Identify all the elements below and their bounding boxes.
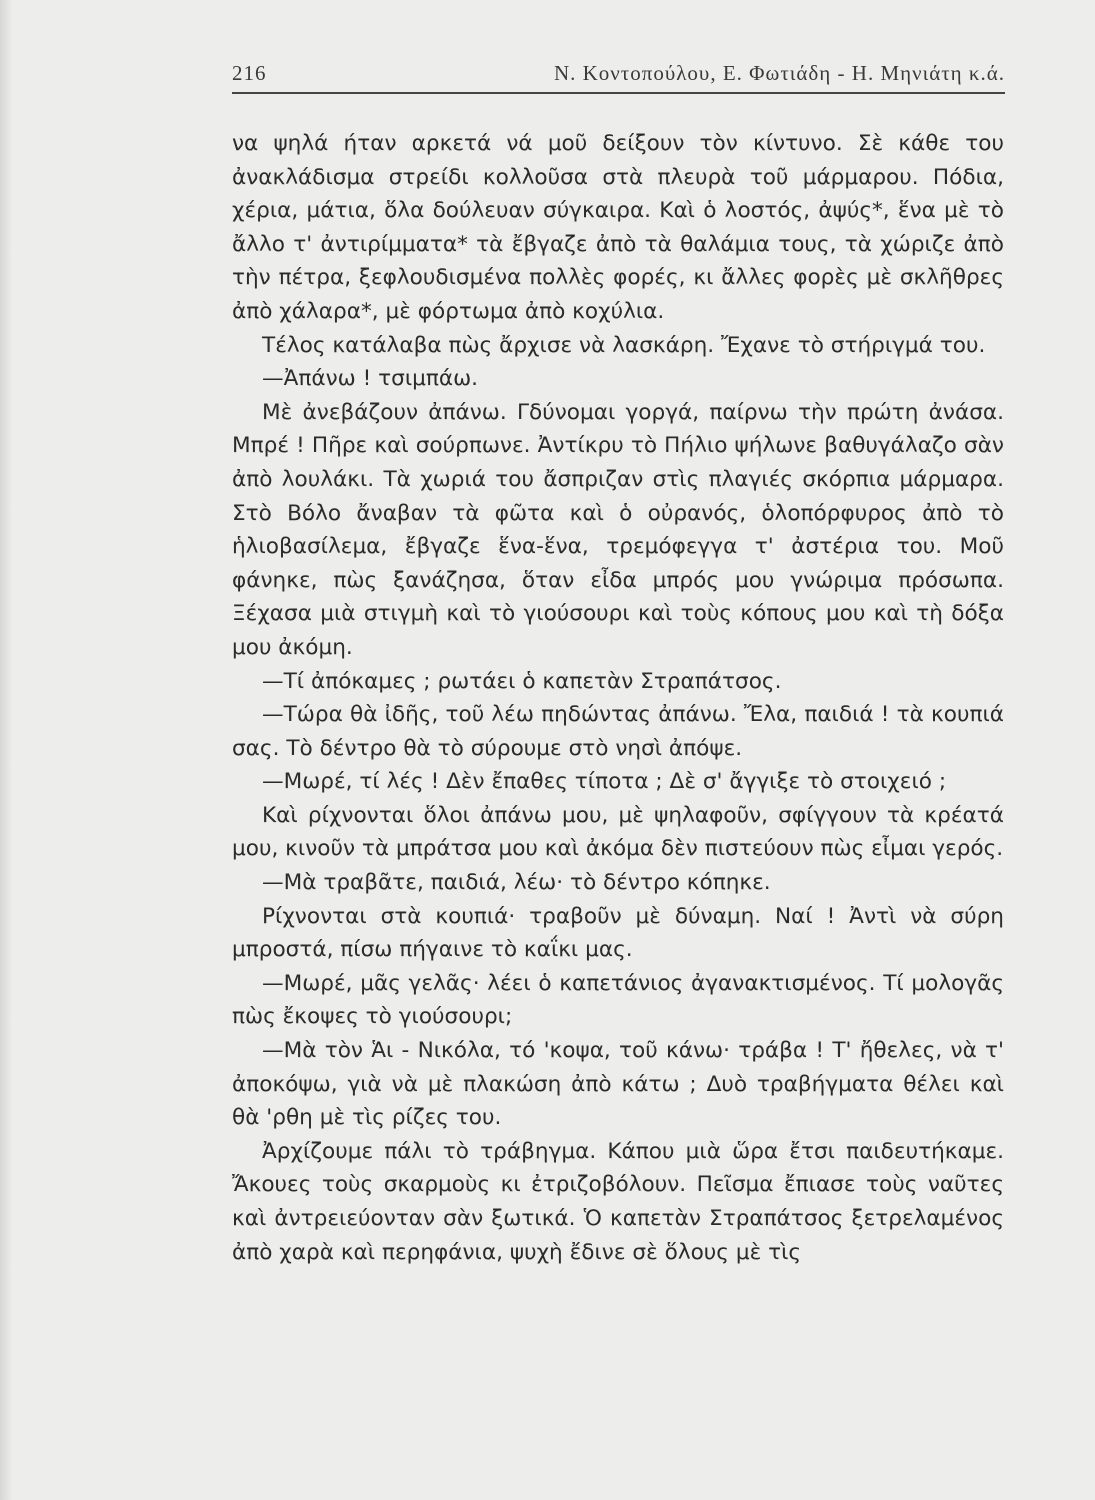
running-header — [232, 58, 1005, 94]
paragraph: Καὶ ρίχνονται ὅλοι ἀπάνω μου, μὲ ψηλαφοῦν, σφίγγουν τὰ κρέατά μου, κινοῦν τὰ μπράτσα μου καὶ ἀκόμα δὲν πιστεύουν πὼς εἶμαι γερός. — [232, 802, 1004, 862]
page-number: 216 — [232, 61, 267, 85]
paragraph: να ψηλά ήταν αρκετά νά μοῦ δείξουν τὸν κίντυνο. Σὲ κάθε του ἀνακλάδισμα στρείδι κολλοῦσα στὰ πλευρὰ τοῦ μάρμαρου. Πόδια, χέρια, μάτια, ὅλα δούλευαν σύγκαιρα. Καὶ ὁ λοστός, ἀψύς*, ἕνα μὲ τὸ ἄλλο τ' ἀντιρίμματα* τὰ ἔβγαζε ἀπὸ τὰ θαλάμια τους, τὰ χώριζε ἀπὸ τὴν πέτρα, ξεφλουδισμένα πολλὲς φορές, κι ἄλλες φορὲς μὲ σκλῆθρες ἀπὸ χάλαρα*, μὲ φόρτωμα ἀπὸ κοχύλια. — [232, 131, 1004, 324]
paragraph: —Τώρα θὰ ἰδῆς, τοῦ λέω πηδώντας ἀπάνω. Ἔλα, παιδιά ! τὰ κουπιά σας. Τὸ δέντρο θὰ τὸ σύρουμε στὸ νησὶ ἀπόψε. — [232, 702, 1004, 761]
paragraph: —Τί ἀπόκαμες ; ρωτάει ὁ καπετὰν Στραπάτσος. — [262, 668, 782, 694]
paragraph: Τέλος κατάλαβα πὼς ἄρχισε νὰ λασκάρη. Ἔχανε τὸ στήριγμά του. — [262, 332, 986, 358]
body-text — [232, 127, 1004, 1269]
paragraph: —Μωρέ, τί λές ! Δὲν ἔπαθες τίποτα ; Δὲ σ' ἄγγιξε τὸ στοιχειό ; — [262, 769, 947, 795]
paragraph: —Μὰ τραβᾶτε, παιδιά, λέω· τὸ δέντρο κόπηκε. — [262, 870, 771, 896]
paragraph: Ρίχνονται στὰ κουπιά· τραβοῦν μὲ δύναμη. Ναί ! Ἀντὶ νὰ σύρη μπροστά, πίσω πήγαινε τὸ καΐκι μας. — [232, 903, 1004, 963]
paragraph: Μὲ ἀνεβάζουν ἀπάνω. Γδύνομαι γοργά, παίρνω τὴν πρώτη ἀνάσα. Μπρέ ! Πῆρε καὶ σούρπωνε. Ἀντίκρυ τὸ Πήλιο ψήλωνε βαθυγάλαζο σὰν ἀπὸ λουλάκι. Τὰ χωριά του ἄσπριζαν στὶς πλαγιές σκόρπια μάρμαρα. Στὸ Βόλο ἄναβαν τὰ φῶτα καὶ ὁ οὐρανός, ὁλοπόρφυρος ἀπὸ τὸ ἡλιοβασίλεμα, ἔβγαζε ἕνα-ἕνα, τρεμόφεγγα τ' ἀστέρια του. Μοῦ φάνηκε, πὼς ξανάζησα, ὅταν εἶδα μπρός μου γνώριμα πρόσωπα. Ξέχασα μιὰ στιγμὴ καὶ τὸ γιούσουρι καὶ τοὺς κόπους μου καὶ τὴ δόξα μου ἀκόμη. — [232, 399, 1004, 660]
paragraph: —Μὰ τὸν Ἁι - Νικόλα, τό 'κοψα, τοῦ κάνω· τράβα ! Τ' ἤθελες, νὰ τ' ἀποκόψω, γιὰ νὰ μὲ πλακώση ἀπὸ κάτω ; Δυὸ τραβήγματα θέλει καὶ θὰ 'ρθη μὲ τὶς ρίζες του. — [232, 1038, 1004, 1131]
running-title: Ν. Κοντοπούλου, Ε. Φωτιάδη - Η. Μηνιάτη κ.ά. — [553, 61, 1005, 85]
paragraph: Ἀρχίζουμε πάλι τὸ τράβηγμα. Κάπου μιὰ ὥρα ἔτσι παιδευτήκαμε. Ἄκουες τοὺς σκαρμοὺς κι ἐτριζοβόλουν. Πεῖσμα ἔπιασε τοὺς ναῦτες καὶ ἀντρειεύονταν σὰν ξωτικά. Ὁ καπετὰν Στραπάτσος ξετρελαμένος ἀπὸ χαρὰ καὶ περηφάνια, ψυχὴ ἔδινε σὲ ὅλους μὲ τὶς — [232, 1138, 1004, 1265]
page-edge — [0, 0, 12, 1500]
paragraph: —Μωρέ, μᾶς γελᾶς· λέει ὁ καπετάνιος ἀγανακτισμένος. Τί μολογᾶς πὼς ἔκοψες τὸ γιούσουρι; — [232, 970, 1004, 1030]
paragraph: —Ἀπάνω ! τσιμπάω. — [262, 366, 479, 392]
